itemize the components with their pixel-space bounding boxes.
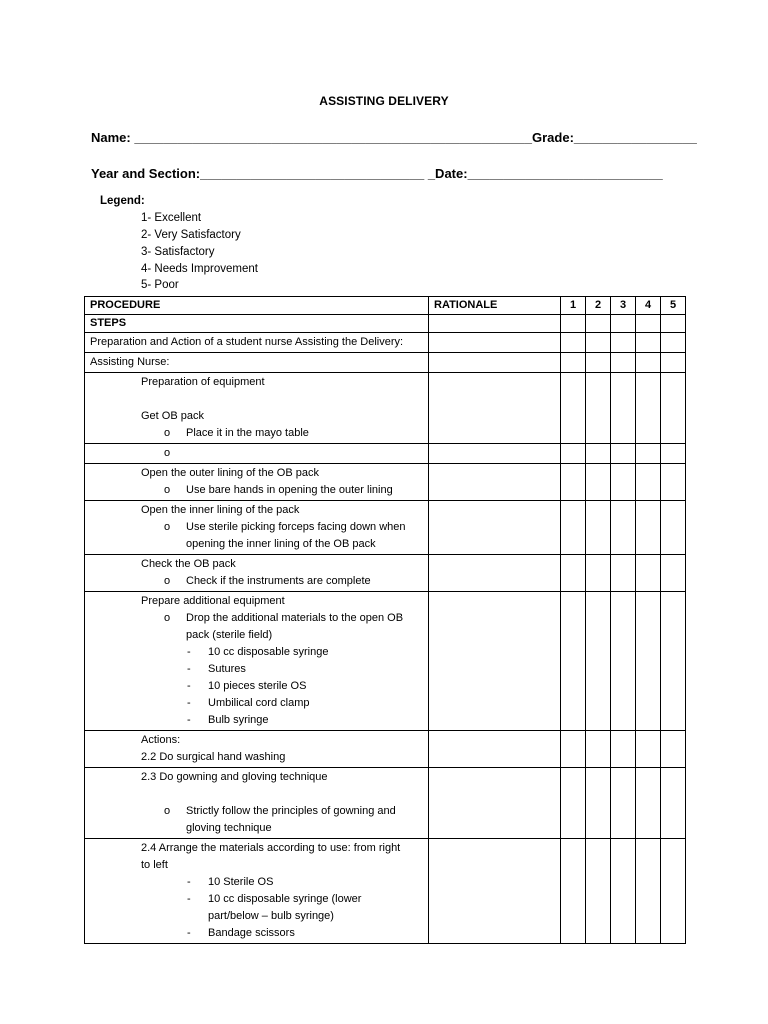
year-date-line: Year and Section:_______________________________ _Date:___________________________	[91, 166, 663, 181]
score-cell[interactable]	[561, 464, 586, 501]
arrange-item-2a: 10 cc disposable syringe (lower	[208, 893, 362, 905]
score-cell[interactable]	[586, 592, 611, 731]
dash-icon: -	[187, 680, 191, 692]
bullet-icon: o	[164, 805, 171, 817]
score-cell[interactable]	[611, 839, 636, 944]
bullet-icon: o	[164, 612, 171, 624]
table-row	[85, 444, 686, 464]
table-row	[85, 353, 686, 373]
procedure-cell	[85, 768, 429, 839]
additional-item: Bulb syringe	[208, 714, 269, 726]
table-row	[85, 315, 686, 333]
assessment-table	[84, 296, 686, 944]
score-cell[interactable]	[661, 839, 686, 944]
score-header-2: 2	[586, 297, 611, 315]
score-cell[interactable]	[636, 333, 661, 353]
score-cell[interactable]	[561, 353, 586, 373]
rationale-cell[interactable]	[429, 501, 561, 555]
score-cell[interactable]	[561, 444, 586, 464]
rationale-cell[interactable]	[429, 373, 561, 444]
document-title: ASSISTING DELIVERY	[319, 94, 449, 108]
outer-lining-detail: Use bare hands in opening the outer lining	[186, 484, 393, 496]
score-cell[interactable]	[611, 501, 636, 555]
dash-icon: -	[187, 646, 191, 658]
table-row	[85, 501, 686, 555]
score-cell[interactable]	[636, 353, 661, 373]
score-cell[interactable]	[661, 333, 686, 353]
additional-item: Umbilical cord clamp	[208, 697, 310, 709]
bullet-icon: o	[164, 447, 171, 459]
check-ob-heading: Check the OB pack	[141, 558, 236, 570]
bullet-icon: o	[164, 484, 171, 496]
procedure-cell	[85, 444, 429, 464]
score-cell[interactable]	[611, 731, 636, 768]
score-cell[interactable]	[561, 501, 586, 555]
procedure-cell	[85, 464, 429, 501]
bullet-icon: o	[164, 521, 171, 533]
score-header-5: 5	[661, 297, 686, 315]
table-row	[85, 333, 686, 353]
score-cell[interactable]	[611, 592, 636, 731]
score-cell[interactable]	[611, 333, 636, 353]
score-cell[interactable]	[661, 555, 686, 592]
legend-item-1: 1- Excellent	[141, 212, 202, 224]
procedure-cell	[85, 501, 429, 555]
score-cell[interactable]	[611, 373, 636, 444]
table-row	[85, 839, 686, 944]
table-row	[85, 373, 686, 444]
table-row	[85, 555, 686, 592]
steps-label: STEPS	[85, 315, 429, 333]
table-header-row	[85, 297, 686, 315]
score-cell[interactable]	[636, 731, 661, 768]
score-header-3: 3	[611, 297, 636, 315]
score-header-1: 1	[561, 297, 586, 315]
table-row	[85, 768, 686, 839]
dash-icon: -	[187, 697, 191, 709]
score-cell[interactable]	[636, 839, 661, 944]
rationale-cell[interactable]	[429, 839, 561, 944]
score-cell[interactable]	[636, 315, 661, 333]
gowning-step: 2.3 Do gowning and gloving technique	[141, 771, 328, 783]
dash-icon: -	[187, 893, 191, 905]
dash-icon: -	[187, 927, 191, 939]
score-cell[interactable]	[586, 768, 611, 839]
additional-item: 10 pieces sterile OS	[208, 680, 307, 692]
inner-lining-detail-1: Use sterile picking forceps facing down when	[186, 521, 406, 533]
procedure-cell: Preparation and Action of a student nurse Assisting the Delivery:	[85, 333, 429, 353]
arrange-item-1: 10 Sterile OS	[208, 876, 274, 888]
score-cell[interactable]	[561, 315, 586, 333]
inner-lining-heading: Open the inner lining of the pack	[141, 504, 300, 516]
score-header-4: 4	[636, 297, 661, 315]
inner-lining-detail-2: opening the inner lining of the OB pack	[186, 538, 376, 550]
score-cell[interactable]	[561, 592, 586, 731]
place-mayo-text: Place it in the mayo table	[186, 427, 309, 439]
rationale-cell[interactable]	[429, 555, 561, 592]
legend-heading: Legend:	[100, 195, 145, 207]
additional-item: Sutures	[208, 663, 246, 675]
outer-lining-heading: Open the outer lining of the OB pack	[141, 467, 319, 479]
rationale-cell[interactable]	[429, 444, 561, 464]
score-cell[interactable]	[561, 768, 586, 839]
procedure-header: PROCEDURE	[85, 297, 429, 315]
rationale-cell[interactable]	[429, 353, 561, 373]
score-cell[interactable]	[661, 444, 686, 464]
legend-item-4: 4- Needs Improvement	[141, 263, 258, 275]
score-cell[interactable]	[636, 501, 661, 555]
gowning-detail-1: Strictly follow the principles of gowning and	[186, 805, 396, 817]
score-cell[interactable]	[586, 555, 611, 592]
arrange-step-line-1: 2.4 Arrange the materials according to use: from right	[141, 842, 401, 854]
rationale-cell[interactable]	[429, 731, 561, 768]
score-cell[interactable]	[561, 731, 586, 768]
score-cell[interactable]	[636, 464, 661, 501]
score-cell[interactable]	[586, 353, 611, 373]
legend-item-2: 2- Very Satisfactory	[141, 229, 241, 241]
additional-item: 10 cc disposable syringe	[208, 646, 329, 658]
procedure-cell	[85, 839, 429, 944]
procedure-cell	[85, 555, 429, 592]
rationale-cell[interactable]	[429, 592, 561, 731]
get-ob-pack-text: Get OB pack	[141, 410, 204, 422]
score-cell[interactable]	[586, 731, 611, 768]
score-cell[interactable]	[561, 333, 586, 353]
legend-item-5: 5- Poor	[141, 279, 179, 291]
additional-detail-1: Drop the additional materials to the open OB	[186, 612, 404, 624]
score-cell[interactable]	[661, 768, 686, 839]
check-ob-detail: Check if the instruments are complete	[186, 575, 371, 587]
rationale-cell[interactable]	[429, 315, 561, 333]
procedure-cell	[85, 731, 429, 768]
score-cell[interactable]	[636, 768, 661, 839]
score-cell[interactable]	[561, 373, 586, 444]
dash-icon: -	[187, 714, 191, 726]
score-cell[interactable]	[661, 731, 686, 768]
rationale-cell[interactable]	[429, 464, 561, 501]
score-cell[interactable]	[611, 555, 636, 592]
legend-item-3: 3- Satisfactory	[141, 246, 215, 258]
additional-equipment-heading: Prepare additional equipment	[141, 595, 285, 607]
score-cell[interactable]	[586, 839, 611, 944]
score-cell[interactable]	[586, 315, 611, 333]
score-cell[interactable]	[586, 501, 611, 555]
actions-heading: Actions:	[141, 734, 181, 746]
score-cell[interactable]	[661, 592, 686, 731]
score-cell[interactable]	[586, 333, 611, 353]
procedure-cell	[85, 592, 429, 731]
dash-icon: -	[187, 876, 191, 888]
score-cell[interactable]	[661, 353, 686, 373]
score-cell[interactable]	[661, 373, 686, 444]
arrange-item-3: Bandage scissors	[208, 927, 295, 939]
table-row	[85, 592, 686, 731]
score-cell[interactable]	[661, 315, 686, 333]
score-cell[interactable]	[611, 315, 636, 333]
score-cell[interactable]	[636, 555, 661, 592]
score-cell[interactable]	[561, 555, 586, 592]
score-cell[interactable]	[611, 353, 636, 373]
table-row	[85, 731, 686, 768]
score-cell[interactable]	[611, 464, 636, 501]
dash-icon: -	[187, 663, 191, 675]
rationale-cell[interactable]	[429, 333, 561, 353]
additional-detail-2: pack (sterile field)	[186, 629, 273, 641]
procedure-cell: Assisting Nurse:	[85, 353, 429, 373]
score-cell[interactable]	[636, 444, 661, 464]
arrange-item-2b: part/below – bulb syringe)	[208, 910, 334, 922]
equipment-heading: Preparation of equipment	[141, 376, 265, 388]
score-cell[interactable]	[586, 464, 611, 501]
score-cell[interactable]	[561, 839, 586, 944]
name-grade-line: Name: _______________________________________________________Grade:_________________	[91, 130, 697, 145]
rationale-cell[interactable]	[429, 768, 561, 839]
table-row	[85, 464, 686, 501]
score-cell[interactable]	[636, 373, 661, 444]
score-cell[interactable]	[586, 373, 611, 444]
score-cell[interactable]	[661, 464, 686, 501]
bullet-icon: o	[164, 575, 171, 587]
bullet-icon: o	[164, 427, 171, 439]
gowning-detail-2: gloving technique	[186, 822, 272, 834]
arrange-step-line-2: to left	[141, 859, 168, 871]
score-cell[interactable]	[611, 444, 636, 464]
procedure-cell	[85, 373, 429, 444]
score-cell[interactable]	[661, 501, 686, 555]
hand-washing-step: 2.2 Do surgical hand washing	[141, 751, 286, 763]
score-cell[interactable]	[636, 592, 661, 731]
score-cell[interactable]	[611, 768, 636, 839]
score-cell[interactable]	[586, 444, 611, 464]
rationale-header: RATIONALE	[429, 297, 561, 315]
